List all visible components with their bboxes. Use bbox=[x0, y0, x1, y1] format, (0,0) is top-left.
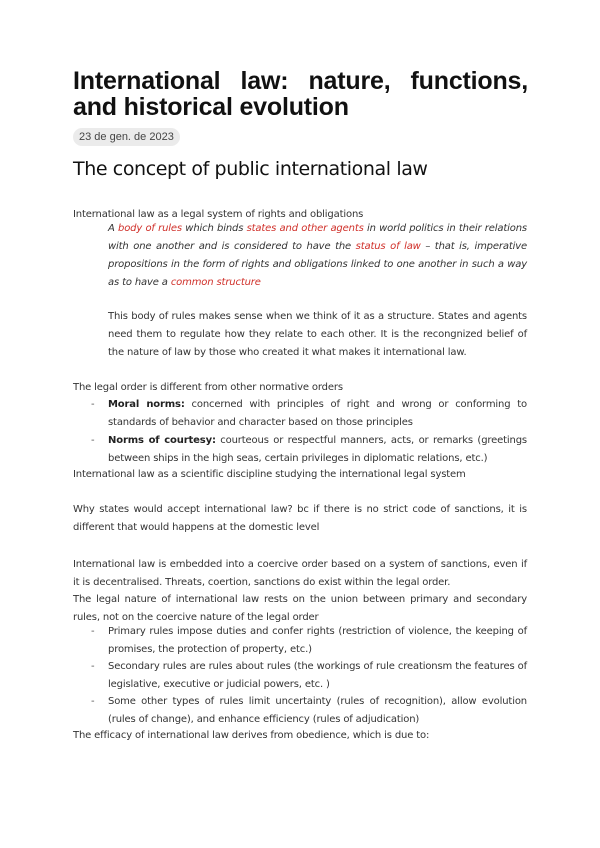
paragraph-efficacy: The efficacy of international law derives from obedience, which is due to: bbox=[73, 730, 430, 741]
bullet-marker: - bbox=[91, 626, 95, 637]
paragraph-structure: This body of rules makes sense when we think of it as a structure. States and agents need them to regulate how they relate to each other. It is the recongnized belief of the nature of law by those who created it what makes it international law. bbox=[108, 311, 527, 358]
highlight-common-structure: common structure bbox=[170, 277, 261, 288]
quote-text: A bbox=[108, 223, 119, 234]
definition-quote bbox=[108, 220, 527, 292]
paragraph-normative-orders: The legal order is different from other normative orders bbox=[73, 382, 343, 393]
paragraph-coercive-order: International law is embedded into a coercive order based on a system of sanctions, even if it is decentralised. Threats, coertion, sanctions do exist within the legal order. bbox=[73, 559, 527, 588]
list-item-courtesy-norms bbox=[108, 432, 527, 468]
list-item-primary-rules: Primary rules impose duties and confer rights (restriction of violence, the keeping of promises, the protection of property, etc.) bbox=[108, 626, 527, 655]
bullet-marker: - bbox=[91, 435, 95, 446]
paragraph-why-accept: Why states would accept international law? bc if there is no strict code of sanctions, it is different that would happens at the domestic level bbox=[73, 504, 527, 533]
term-description: courteous or respectful manners, acts, or remarks (greetings between ships in the high seas, certain privileges in diplomatic relations, etc.) bbox=[108, 435, 527, 464]
term-description: concerned with principles of right and wrong or conforming to standards of behavior and character based on those principles bbox=[108, 399, 528, 428]
date-badge: 23 de gen. de 2023 bbox=[73, 128, 180, 146]
bullet-marker: - bbox=[91, 661, 95, 672]
bullet-marker: - bbox=[91, 696, 95, 707]
quote-text: in world politics in their relations with one another and is considered to have the bbox=[108, 223, 527, 252]
paragraph-legal-nature: The legal nature of international law rests on the union between primary and secondary rules, not on the coercive nature of the legal order bbox=[73, 594, 527, 623]
document-title: International law: nature, functions, and historical evolution bbox=[73, 67, 528, 121]
list-item-other-rules: Some other types of rules limit uncertainty (rules of recognition), allow evolution (rules of change), and enhance efficiency (rules of adjudication) bbox=[108, 696, 527, 725]
term-label: Moral norms: bbox=[108, 399, 185, 410]
paragraph-legal-system: International law as a legal system of rights and obligations bbox=[73, 209, 364, 220]
quote-text: – that is, imperative propositions in the form of rights and obligations linked to one another in such a way as to have a bbox=[108, 241, 527, 288]
highlight-states-agents: states and other agents bbox=[246, 223, 364, 234]
bullet-marker: - bbox=[91, 399, 95, 410]
quote-text: which binds bbox=[181, 223, 247, 234]
highlight-status-of-law: status of law bbox=[355, 241, 421, 252]
list-item-secondary-rules: Secondary rules are rules about rules (the workings of rule creationsm the features of legislative, executive or judicial powers, etc. ) bbox=[108, 661, 527, 690]
list-item-moral-norms bbox=[108, 396, 527, 432]
paragraph-scientific-discipline: International law as a scientific discipline studying the international legal system bbox=[73, 469, 466, 480]
highlight-body-of-rules: body of rules bbox=[118, 223, 182, 234]
term-label: Norms of courtesy: bbox=[108, 435, 216, 446]
section-heading: The concept of public international law bbox=[73, 158, 428, 180]
